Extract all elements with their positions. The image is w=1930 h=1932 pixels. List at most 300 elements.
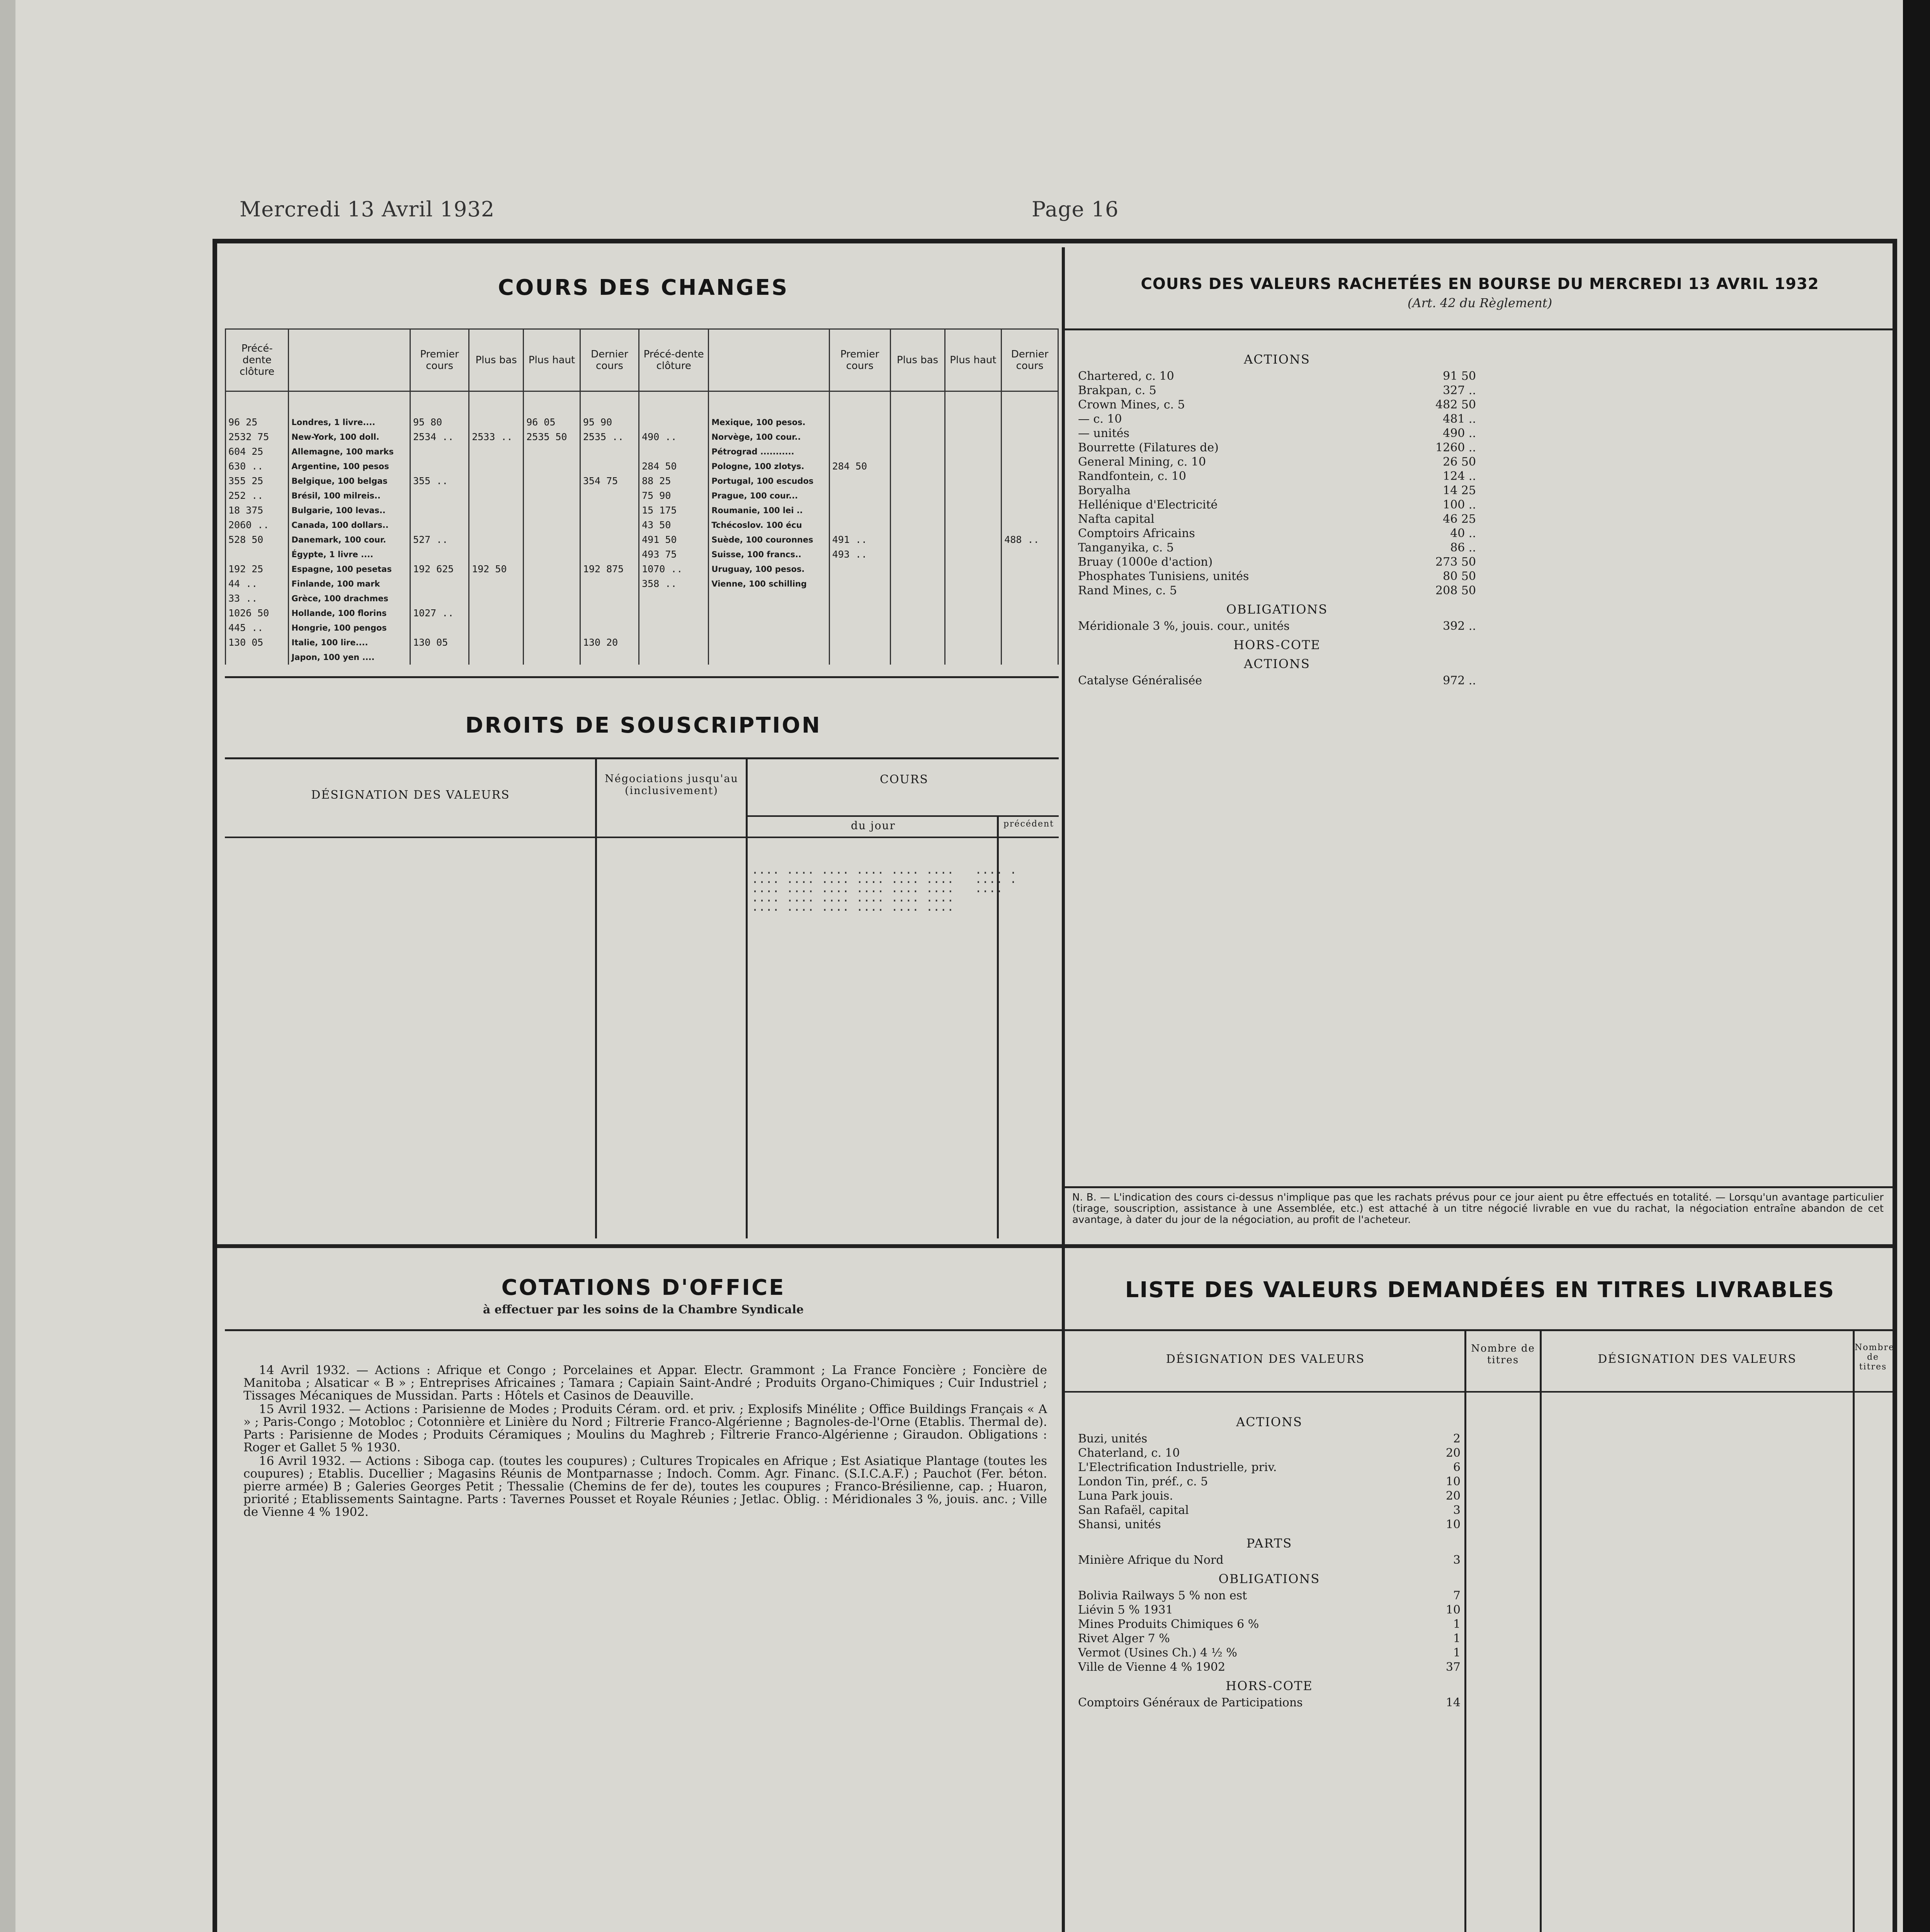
changes-row [226,562,1058,577]
list-item-value: 37 [1445,1660,1461,1674]
list-item [1078,1646,1461,1660]
list-item [1078,569,1476,583]
changes-cell [469,444,524,459]
changes-cell [580,547,639,562]
list-item-value: 7 [1453,1589,1461,1602]
section-heading: HORS-COTE [1226,1679,1313,1693]
changes-cell [469,488,524,503]
list-item-value: 100 .. [1443,498,1476,512]
changes-cell: Portugal, 100 escudos [709,474,829,488]
paragraph: 15 Avril 1932. — Actions : Parisienne de Modes ; Produits Céram. ord. et priv. ; Explosifs Minélite ; Office Buildings Français « A » ; Paris-Congo ; Motobloc ; Cotonnière et Linière du Nord ; Filtrerie Franco-Algérienne ; Bagnoles-de-l'Orne (Etablis. Thermal de). Parts : Parisienne de Modes ; Produits Céramiques ; Moulins du Maghreb ; Filtrerie Franco-Algérienne ; Giraudon. Obligations : Roger et Gallet 5 % 1930. [243,1402,1047,1454]
souscription-col-du-jour: du jour [851,819,896,832]
changes-cell [469,650,524,665]
changes-cell: Japon, 100 yen .... [289,650,410,665]
list-item [1078,619,1476,633]
list-item [1078,1489,1461,1503]
livrables-col-designation-1: DÉSIGNATION DES VALEURS [1166,1352,1365,1366]
changes-cell [639,606,709,621]
list-item-name: Boryalha [1078,484,1131,497]
changes-cell [829,488,890,503]
changes-cell: 96 25 [226,391,289,430]
changes-cell: 192 875 [580,562,639,577]
changes-cell: Égypte, 1 livre .... [289,547,410,562]
changes-cell: 284 50 [639,459,709,474]
changes-cell [1002,635,1058,650]
changes-cell [410,518,469,532]
changes-cell [524,518,580,532]
changes-row [226,621,1058,635]
changes-cell [890,518,945,532]
changes-cell: Pétrograd ........... [709,444,829,459]
changes-cell: Grèce, 100 drachmes [289,591,410,606]
list-item [1078,1503,1461,1517]
changes-col-header: Premier cours [829,329,890,391]
souscription-col-negociations: Négociations jusqu'au (inclusivement) [605,773,738,797]
changes-cell: 2060 .. [226,518,289,532]
livrables-col-nombre-2: Nombre de titres [1855,1343,1894,1372]
list-item-name: Catalyse Généralisée [1078,674,1202,687]
changes-cell [524,577,580,591]
changes-cell: 284 50 [829,459,890,474]
changes-cell [639,591,709,606]
changes-cell: 491 50 [639,532,709,547]
changes-cell: 2533 .. [469,430,524,444]
list-item [1078,673,1476,688]
list-item [1078,369,1476,383]
changes-cell [524,635,580,650]
list-item-name: Ville de Vienne 4 % 1902 [1078,1660,1226,1674]
list-item-value: 40 .. [1450,527,1476,540]
changes-cell [580,488,639,503]
changes-cell: 192 625 [410,562,469,577]
changes-row [226,518,1058,532]
souscription-col-cours: COURS [880,773,928,786]
livrables-col-designation-2: DÉSIGNATION DES VALEURS [1598,1352,1797,1366]
list-item [1078,1588,1461,1603]
changes-cell [469,459,524,474]
changes-cell [524,621,580,635]
changes-cell [829,606,890,621]
changes-col-header: Plus haut [524,329,580,391]
rachetees-rule [1065,328,1893,330]
changes-cell [469,503,524,518]
list-item-name: Tanganyika, c. 5 [1078,541,1174,554]
changes-cell [524,532,580,547]
changes-cell: Brésil, 100 milreis.. [289,488,410,503]
changes-cell [829,577,890,591]
changes-cell [410,591,469,606]
list-item-name: Chaterland, c. 10 [1078,1446,1180,1460]
changes-cell: 2532 75 [226,430,289,444]
changes-row [226,488,1058,503]
changes-cell [1002,562,1058,577]
list-item [1078,483,1476,498]
list-item-value: 20 [1445,1446,1461,1460]
changes-cell [890,488,945,503]
changes-cell [1002,444,1058,459]
list-item-value: 46 25 [1443,512,1476,526]
list-item [1078,1432,1461,1446]
changes-col-header: Dernier cours [580,329,639,391]
list-item-name: Crown Mines, c. 5 [1078,398,1185,412]
changes-cell [226,650,289,665]
changes-cell [1002,591,1058,606]
changes-cell [1002,474,1058,488]
list-item [1078,583,1476,598]
changes-cell [890,444,945,459]
souscription-col-precedent: précédent [1003,819,1054,829]
changes-cell: Espagne, 100 pesetas [289,562,410,577]
changes-cell [890,503,945,518]
changes-cell [524,606,580,621]
changes-cell [829,391,890,430]
changes-cell [524,503,580,518]
list-item-value: 14 25 [1443,484,1476,497]
changes-row [226,391,1058,430]
changes-cell: 2534 .. [410,430,469,444]
changes-cell [580,518,639,532]
souscription-cours-rule [748,815,1059,817]
changes-cell [524,650,580,665]
changes-cell [829,474,890,488]
list-item [1078,440,1476,455]
list-item-name: Minière Afrique du Nord [1078,1553,1224,1567]
list-item-name: Bolivia Railways 5 % non est [1078,1589,1247,1602]
list-item [1078,1475,1461,1489]
changes-table [225,328,1059,665]
changes-cell [709,635,829,650]
changes-cell: 18 375 [226,503,289,518]
changes-cell [410,547,469,562]
changes-cell [226,547,289,562]
list-item [1078,498,1476,512]
changes-col-header [709,329,829,391]
changes-cell [890,547,945,562]
paragraph: 16 Avril 1932. — Actions : Siboga cap. (toutes les coupures) ; Cultures Tropicales en Afrique ; Est Asiatique Plantage (toutes les coupures) ; Etablis. Ducellier ; Magasins Réunis de Montparnasse ; Indoch. Comm. Agr. Financ. (S.I.C.A.F.) ; Pauchot (Fer. béton. pierre armée) B ; Galeries Georges Petit ; Thessalie (Chemins de fer de), toutes les coupures ; Franco-Brésilienne, cap. ; Huaron, priorité ; Etablissements Saintagne. Parts : Tavernes Pousset et Royale Réunies ; Jetlac. Oblig. : Méridionales 3 %, jouis. anc. ; Ville de Vienne 4 % 1902. [243,1454,1047,1519]
changes-cell [945,621,1002,635]
list-item-name: Nafta capital [1078,512,1155,526]
changes-cell [945,430,1002,444]
changes-cell [829,562,890,577]
changes-cell [410,444,469,459]
middle-divider-top [1062,247,1065,1932]
changes-cell [1002,391,1058,430]
office-subtitle: à effectuer par les soins de la Chambre Syndicale [483,1303,804,1316]
changes-cell [639,635,709,650]
changes-row [226,635,1058,650]
list-item-value: 6 [1453,1461,1461,1474]
rachetees-note: N. B. — L'indication des cours ci-dessus n'implique pas que les rachats prévus pour ce jour aient pu être effectués en totalité. — Lorsqu'un avantage particulier (tirage, souscription, assistance à une Assemblée, etc.) est attaché à un titre négocié livrable en vue du rachat, la négociation entraîne abandon de cet avantage, à dater du jour de la négociation, au profit de l'acheteur. [1072,1192,1884,1226]
souscription-col-designation: DÉSIGNATION DES VALEURS [311,788,510,802]
changes-cell [580,606,639,621]
changes-cell: 604 25 [226,444,289,459]
changes-col-header: Plus haut [945,329,1002,391]
livrables-title: LISTE DES VALEURS DEMANDÉES EN TITRES LIVRABLES [1125,1277,1835,1303]
changes-cell [580,621,639,635]
changes-cell [829,430,890,444]
changes-cell: 252 .. [226,488,289,503]
changes-cell [580,503,639,518]
changes-cell: Danemark, 100 cour. [289,532,410,547]
changes-cell [410,650,469,665]
changes-cell [524,562,580,577]
changes-cell [890,606,945,621]
list-item [1078,512,1476,526]
changes-row [226,650,1058,665]
list-item-name: L'Electrification Industrielle, priv. [1078,1461,1277,1474]
changes-cell: 355 .. [410,474,469,488]
changes-col-header: Précé-dente clôture [226,329,289,391]
changes-cell [524,488,580,503]
changes-cell [945,518,1002,532]
changes-cell [890,621,945,635]
changes-cell [890,650,945,665]
changes-cell [829,503,890,518]
changes-cell [829,635,890,650]
changes-cell: 528 50 [226,532,289,547]
list-item-value: 20 [1445,1489,1461,1503]
changes-cell [469,474,524,488]
section-heading: PARTS [1246,1536,1292,1551]
changes-cell: 354 75 [580,474,639,488]
list-item-name: Liévin 5 % 1931 [1078,1603,1173,1617]
rachetees-subtitle: (Art. 42 du Règlement) [1407,296,1553,310]
changes-cell [1002,459,1058,474]
souscription-rule-top [225,757,1059,759]
list-item-name: Comptoirs Africains [1078,527,1195,540]
changes-cell [580,459,639,474]
list-item-value: 1 [1453,1646,1461,1660]
changes-cell: 44 .. [226,577,289,591]
changes-cell [890,459,945,474]
changes-cell: 130 20 [580,635,639,650]
changes-cell [890,562,945,577]
list-item-value: 392 .. [1443,619,1476,633]
changes-cell: 445 .. [226,621,289,635]
changes-cell: Belgique, 100 belgas [289,474,410,488]
changes-cell [469,577,524,591]
changes-cell [890,532,945,547]
souscription-title: DROITS DE SOUSCRIPTION [465,713,821,738]
changes-cell [945,606,1002,621]
changes-cell [410,459,469,474]
list-item-value: 91 50 [1443,369,1476,383]
changes-cell: 15 175 [639,503,709,518]
changes-cell [709,621,829,635]
changes-rule [225,676,1059,678]
list-item [1078,1553,1461,1567]
list-item [1078,383,1476,398]
list-item-value: 1 [1453,1632,1461,1645]
changes-cell: Tchécoslov. 100 écu [709,518,829,532]
section-heading: ACTIONS [1244,656,1310,671]
changes-cell: 1026 50 [226,606,289,621]
changes-cell [890,635,945,650]
list-item-name: Vermot (Usines Ch.) 4 ½ % [1078,1646,1237,1660]
changes-cell: 96 05 [524,391,580,430]
changes-cell: 527 .. [410,532,469,547]
changes-cell: Italie, 100 lire.... [289,635,410,650]
list-item-value: 10 [1445,1603,1461,1617]
changes-cell: 33 .. [226,591,289,606]
changes-row [226,591,1058,606]
list-item-value: 481 .. [1443,412,1476,426]
changes-cell [890,591,945,606]
list-item-name: Méridionale 3 %, jouis. cour., unités [1078,619,1290,633]
changes-cell: Canada, 100 dollars.. [289,518,410,532]
list-item-value: 490 .. [1443,427,1476,440]
changes-cell: Bulgarie, 100 levas.. [289,503,410,518]
list-item-name: Phosphates Tunisiens, unités [1078,570,1249,583]
changes-cell [829,518,890,532]
list-item-value: 10 [1445,1475,1461,1488]
changes-row [226,503,1058,518]
changes-cell [945,650,1002,665]
changes-row [226,606,1058,621]
changes-cell [580,650,639,665]
changes-cell: 1070 .. [639,562,709,577]
souscription-placeholder-dots: .... .... .... .... .... .... .... . .... .... .... .... .... .... .... . .... .... .... .... .... .... .... .... .... .... .... .... .... .... .... .... .... .... .... [752,863,1017,914]
section-heading: OBLIGATIONS [1226,602,1328,617]
changes-cell: 130 05 [226,635,289,650]
list-item-name: — unités [1078,427,1129,440]
list-item-name: Hellénique d'Electricité [1078,498,1218,512]
list-item-name: Bourrette (Filatures de) [1078,441,1219,454]
changes-cell [580,444,639,459]
list-item-name: Buzi, unités [1078,1432,1148,1446]
changes-title: COURS DES CHANGES [498,275,789,300]
changes-cell: 493 75 [639,547,709,562]
list-item-value: 1 [1453,1617,1461,1631]
changes-cell [890,577,945,591]
section-heading: ACTIONS [1244,352,1310,367]
livrables-list [1078,1410,1461,1710]
list-item [1078,541,1476,555]
changes-cell: 43 50 [639,518,709,532]
changes-cell: Argentine, 100 pesos [289,459,410,474]
livrables-col-nombre-1: Nombre de titres [1471,1343,1535,1366]
changes-cell [709,606,829,621]
changes-cell [639,444,709,459]
changes-cell [524,591,580,606]
section-heading: ACTIONS [1236,1415,1303,1429]
list-item [1078,469,1476,483]
changes-cell: 491 .. [829,532,890,547]
changes-cell: Vienne, 100 schilling [709,577,829,591]
list-item-name: Luna Park jouis. [1078,1489,1173,1503]
changes-col-header: Dernier cours [1002,329,1058,391]
changes-cell: 2535 .. [580,430,639,444]
changes-cell: Pologne, 100 zlotys. [709,459,829,474]
changes-col-header: Précé-dente clôture [639,329,709,391]
list-item [1078,455,1476,469]
list-item-value: 3 [1453,1503,1461,1517]
changes-cell [709,650,829,665]
list-item-value: 80 50 [1443,570,1476,583]
changes-cell [469,591,524,606]
changes-cell: 493 .. [829,547,890,562]
changes-cell [1002,488,1058,503]
changes-cell [410,577,469,591]
changes-row [226,474,1058,488]
livrables-rule-head [1065,1391,1893,1393]
list-item-name: Chartered, c. 10 [1078,369,1174,383]
rachetees-title: COURS DES VALEURS RACHETÉES EN BOURSE DU MERCREDI 13 AVRIL 1932 [1141,275,1819,293]
livrables-col-line-2 [1540,1331,1542,1932]
list-item-value: 273 50 [1435,555,1476,569]
list-item-name: Brakpan, c. 5 [1078,384,1156,397]
changes-cell [1002,547,1058,562]
section-heading: OBLIGATIONS [1218,1571,1320,1586]
changes-cell [524,459,580,474]
list-item [1078,1603,1461,1617]
changes-cell [1002,518,1058,532]
list-item-value: 208 50 [1435,584,1476,597]
changes-cell [469,391,524,430]
changes-cell [639,650,709,665]
list-item-value: 124 .. [1443,469,1476,483]
changes-row [226,459,1058,474]
list-item-name: London Tin, préf., c. 5 [1078,1475,1208,1488]
changes-row [226,532,1058,547]
changes-cell [945,547,1002,562]
changes-cell: Londres, 1 livre.... [289,391,410,430]
list-item-value: 26 50 [1443,455,1476,469]
list-item-name: San Rafaël, capital [1078,1503,1189,1517]
changes-cell [1002,621,1058,635]
changes-cell [639,391,709,430]
list-item-name: Mines Produits Chimiques 6 % [1078,1617,1259,1631]
list-item-value: 2 [1453,1432,1461,1446]
changes-cell: 1027 .. [410,606,469,621]
changes-cell: Allemagne, 100 marks [289,444,410,459]
changes-cell [1002,503,1058,518]
changes-cell [410,503,469,518]
changes-cell: 358 .. [639,577,709,591]
list-item [1078,1517,1461,1532]
rachetees-note-rule [1065,1186,1893,1188]
list-item-name: Rivet Alger 7 % [1078,1632,1170,1645]
list-item-name: General Mining, c. 10 [1078,455,1206,469]
changes-row [226,577,1058,591]
changes-cell [829,650,890,665]
changes-cell [1002,430,1058,444]
changes-cell [469,518,524,532]
changes-cell [945,474,1002,488]
changes-cell: Suisse, 100 francs.. [709,547,829,562]
changes-cell [410,488,469,503]
list-item-value: 14 [1445,1696,1461,1709]
livrables-rule-top [1065,1329,1893,1331]
changes-row [226,547,1058,562]
changes-col-header: Plus bas [469,329,524,391]
livrables-col-line-1 [1464,1331,1466,1932]
changes-col-header: Plus bas [890,329,945,391]
changes-cell [1002,650,1058,665]
changes-cell: 488 .. [1002,532,1058,547]
changes-cell [639,621,709,635]
section-heading: HORS-COTE [1233,638,1321,652]
changes-cell: 88 25 [639,474,709,488]
list-item-value: 10 [1445,1518,1461,1531]
changes-cell: 130 05 [410,635,469,650]
running-head-date: Mercredi 13 Avril 1932 [240,197,495,221]
changes-cell: Finlande, 100 mark [289,577,410,591]
changes-cell [709,591,829,606]
changes-cell [945,391,1002,430]
changes-cell [890,474,945,488]
list-item [1078,555,1476,569]
